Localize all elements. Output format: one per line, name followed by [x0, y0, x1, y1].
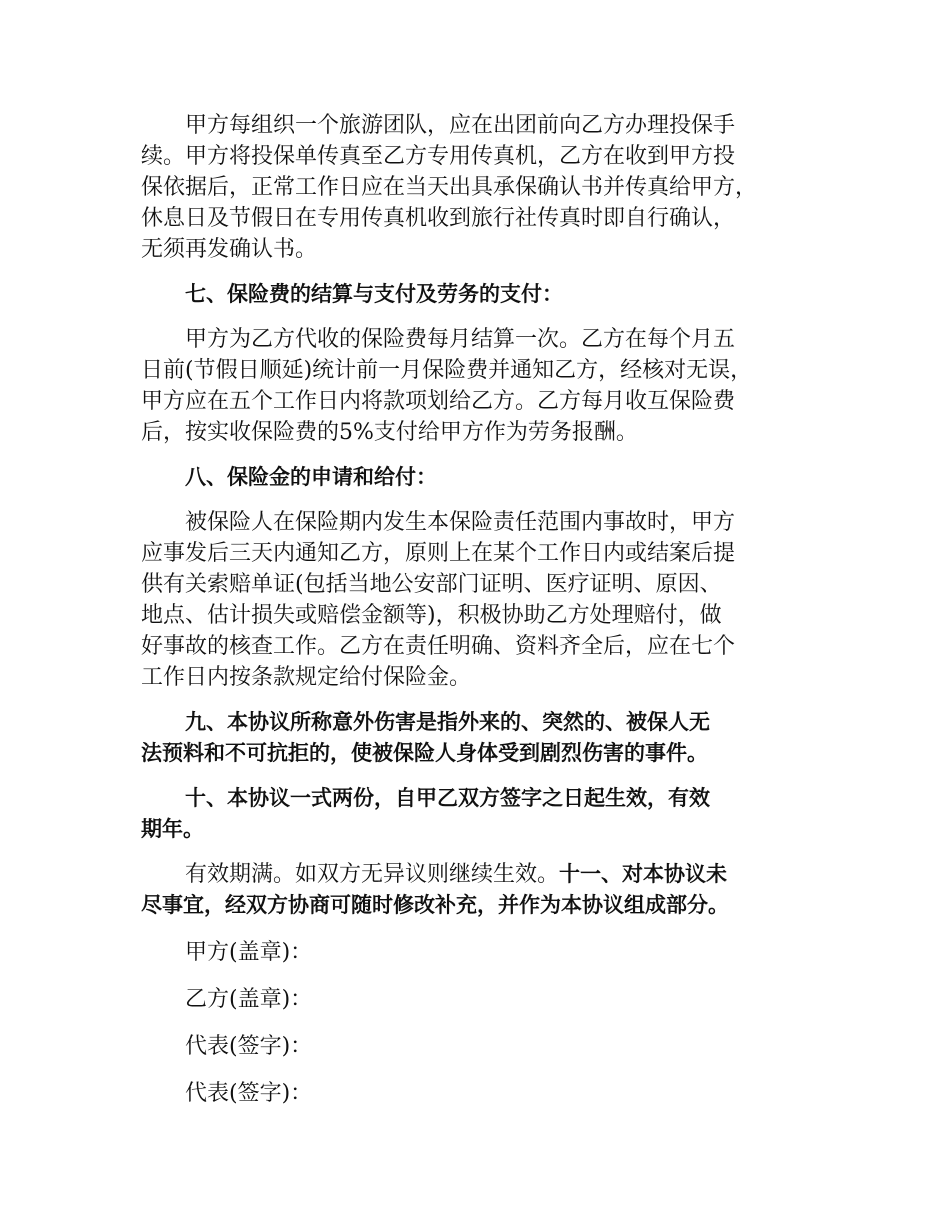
section-10-text: 十、本协议一式两份，自甲乙双方签字之日起生效，有效 期年。: [141, 786, 710, 841]
party-b-seal-label: 乙方(盖章)：: [185, 987, 313, 1012]
signature-block: [141, 937, 821, 1109]
section-7-body: 甲方为乙方代收的保险费每月结算一次。乙方在每个月五 日前(节假日顺延)统计前一月保险费并通知乙方，经核对无误， 甲方应在五个工作日内将款项划给乙方。乙方每月收互保险费 后，按实收保险费的5%支付给甲方作为劳务报酬。: [141, 327, 753, 445]
section-9-text: 九、本协议所称意外伤害是指外来的、突然的、被保人无 法预料和不可抗拒的，使被保险人身体受到剧烈伤害的事件。: [141, 710, 710, 765]
representative-signature-label-2: 代表(签字)：: [185, 1081, 313, 1106]
party-a-seal-label: 甲方(盖章)：: [185, 940, 313, 965]
document-page: [141, 110, 821, 1109]
section-11-paragraph: [141, 859, 821, 921]
section-7-heading: 七、保险费的结算与支付及劳务的支付：: [185, 282, 563, 306]
section-8-body: 被保险人在保险期内发生本保险责任范围内事故时，甲方 应事发后三天内通知乙方，原则上在某个工作日内或结案后提 供有关索赔单证(包括当地公安部门证明、医疗证明、原因、 地点、估计损失或赔偿金额等)，积极协助乙方处理赔付，做 好事故的核查工作。乙方在责任明确、资料齐全后，应在七个 工作日内按条款规定给付保险金。: [141, 510, 736, 690]
section-11-text: 十一、对本协议未 尽事宜，经双方协商可随时修改补充，并作为本协议组成部分。: [141, 862, 729, 917]
validity-text: 有效期满。如双方无异议则继续生效。: [185, 862, 560, 887]
representative-signature-label-1: 代表(签字)：: [185, 1034, 313, 1059]
paragraph-insurance-procedure: 甲方每组织一个旅游团队，应在出团前向乙方办理投保手 续。甲方将投保单传真至乙方专用传真机，乙方在收到甲方投 保依据后，正常工作日应在当天出具承保确认书并传真给甲方， 休息日及节假日在专用传真机收到旅行社传真时即自行确认， 无须再发确认书。: [141, 113, 758, 262]
section-8-heading: 八、保险金的申请和给付：: [185, 465, 437, 489]
